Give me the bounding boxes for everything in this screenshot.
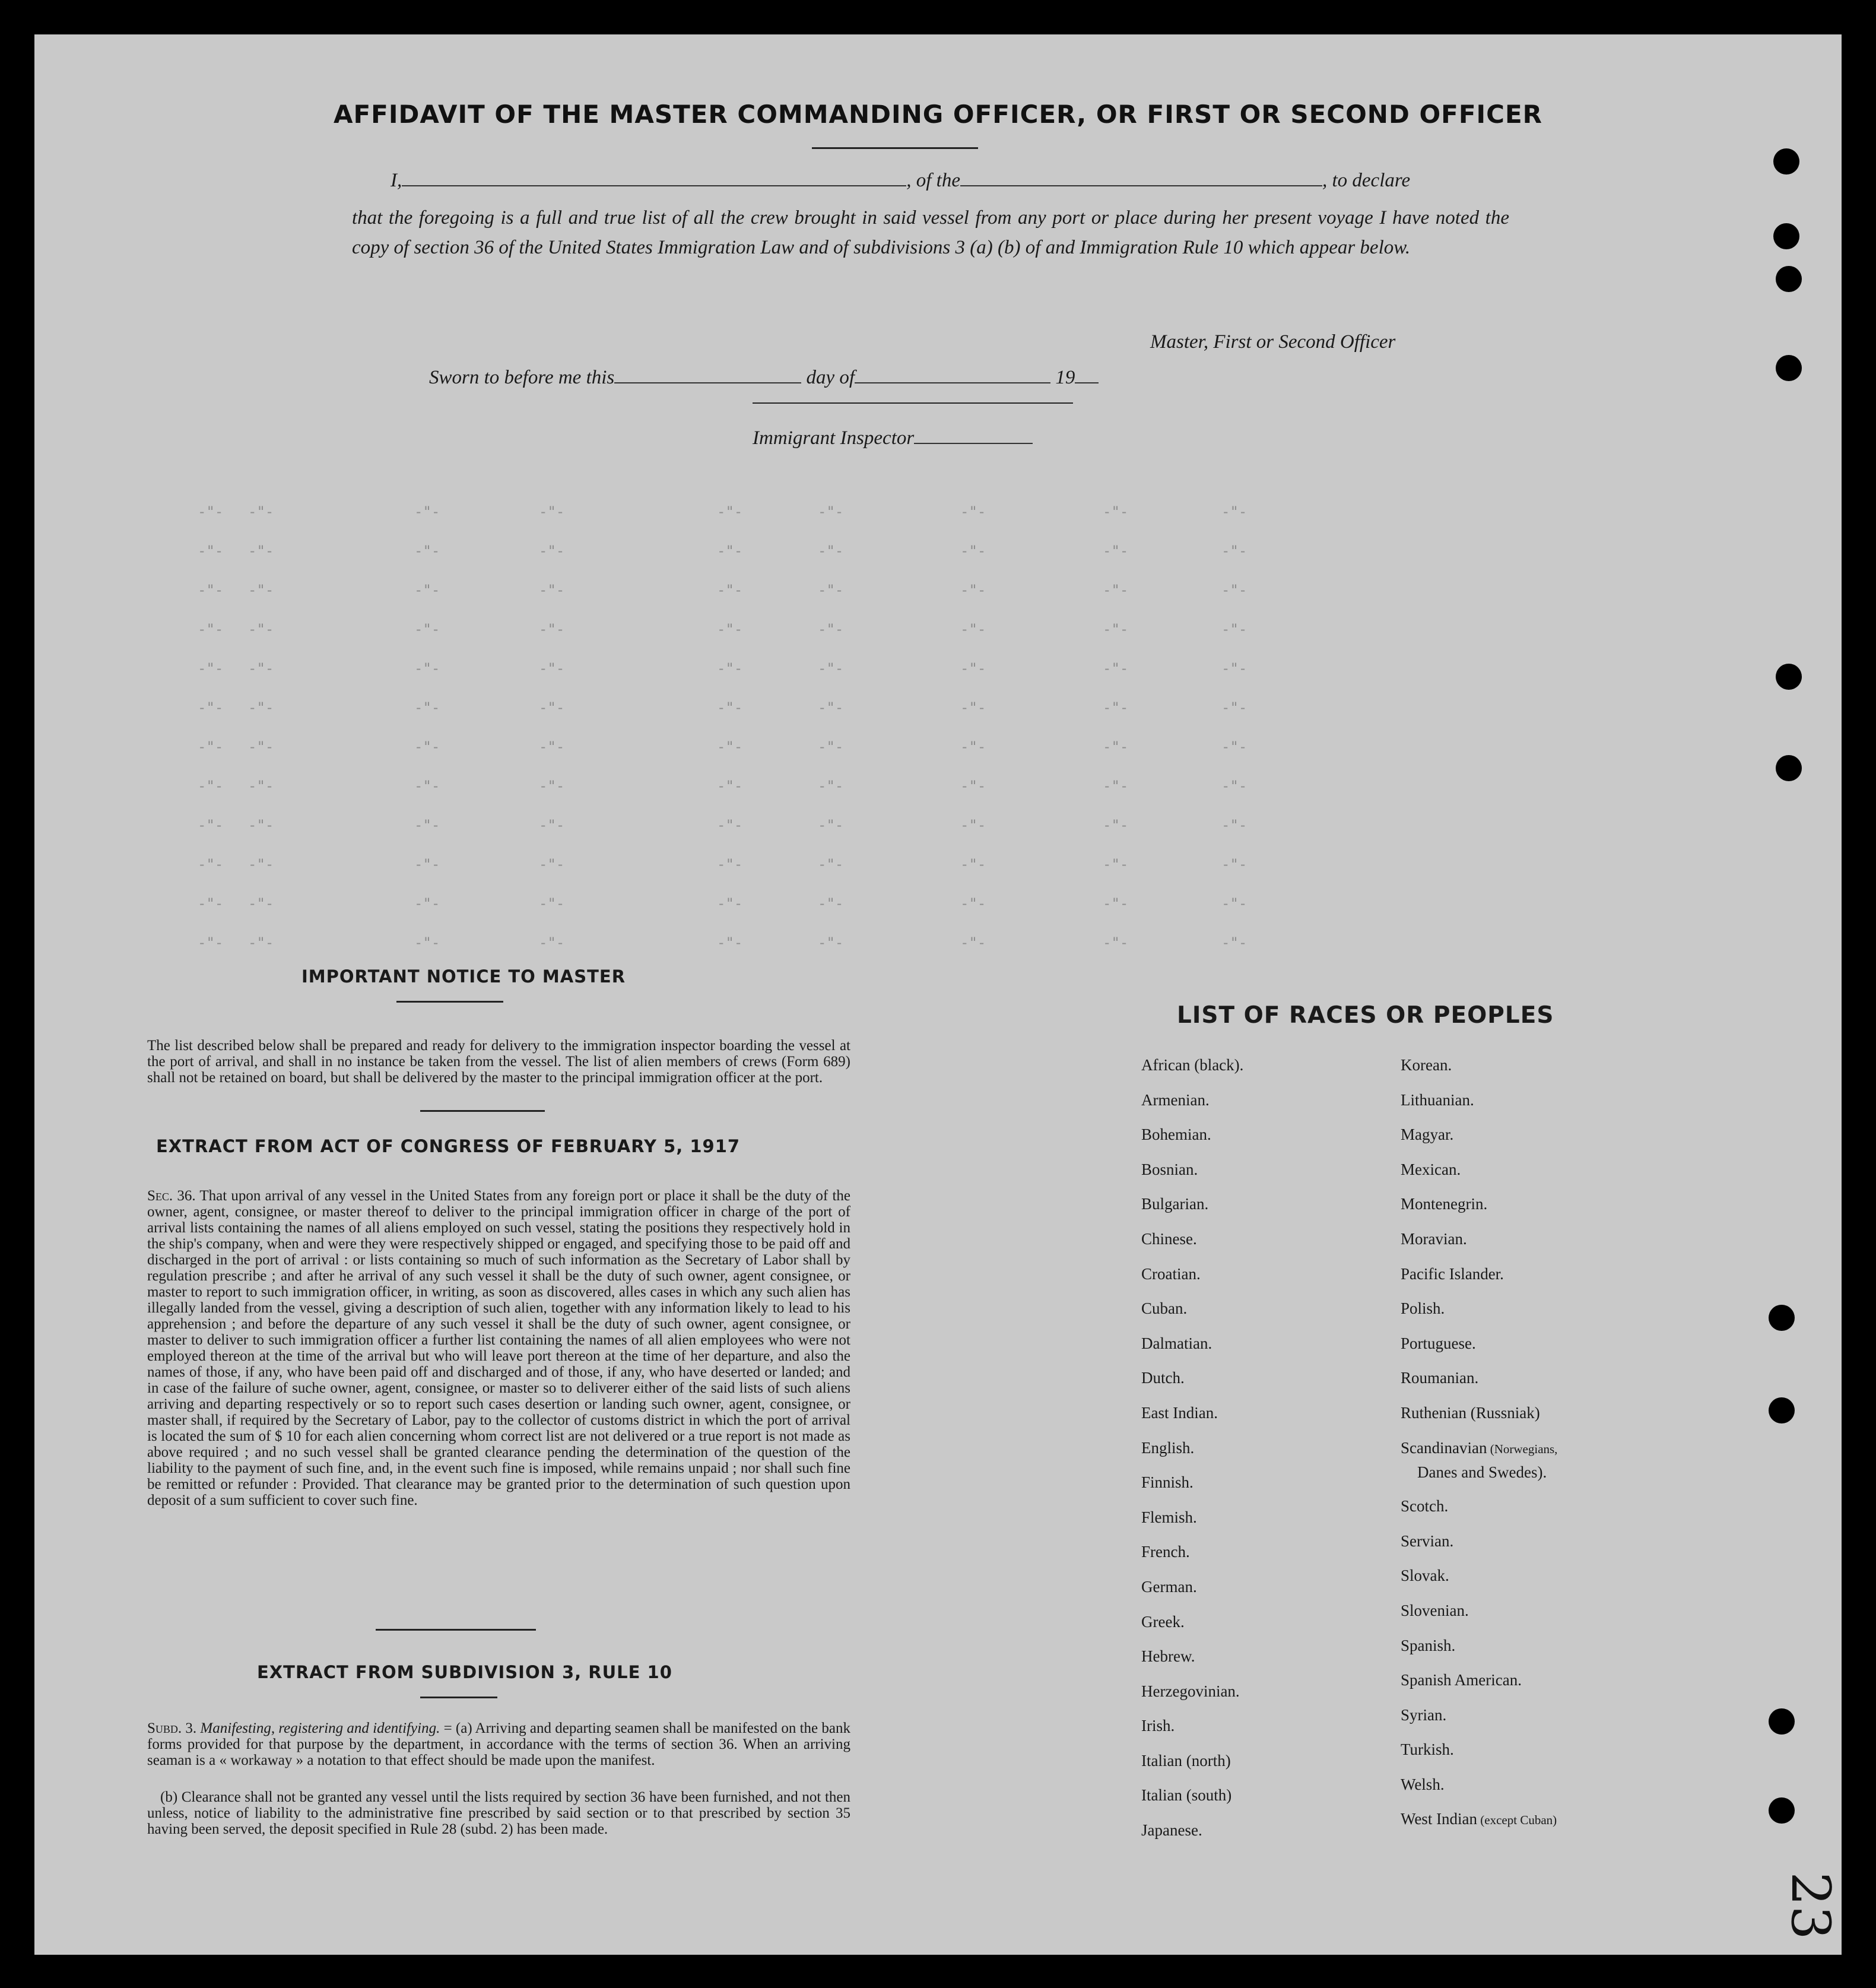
bleed-mark: -"- — [414, 856, 440, 873]
punch-hole — [1776, 266, 1802, 292]
bleed-mark: -"- — [960, 543, 986, 559]
bleed-mark: -"- — [248, 817, 274, 833]
race-item: Flemish. — [1141, 1508, 1197, 1526]
bleed-mark: -"- — [248, 621, 274, 638]
race-item: English. — [1141, 1438, 1195, 1457]
punch-hole — [1776, 355, 1802, 381]
affidavit-i: I, — [391, 170, 402, 191]
bleed-mark: -"- — [414, 543, 440, 559]
race-item: West Indian (except Cuban) — [1401, 1810, 1557, 1828]
bleed-mark: -"- — [960, 895, 986, 912]
bleed-mark: -"- — [414, 621, 440, 638]
bleed-mark: -"- — [248, 582, 274, 598]
bleed-mark: -"- — [198, 738, 224, 755]
bleed-mark: -"- — [539, 856, 565, 873]
bleed-mark: -"- — [539, 621, 565, 638]
bleed-mark: -"- — [198, 699, 224, 716]
bleed-mark: -"- — [414, 778, 440, 794]
race-item: Japanese. — [1141, 1821, 1202, 1840]
bleed-mark: -"- — [248, 660, 274, 677]
bleed-mark: -"- — [539, 660, 565, 677]
bleed-mark: -"- — [960, 778, 986, 794]
race-item: Slovenian. — [1401, 1601, 1469, 1619]
race-item: Scandinavian (Norwegians, — [1401, 1438, 1558, 1457]
bleed-mark: -"- — [198, 934, 224, 951]
bleed-mark: -"- — [717, 895, 743, 912]
bleed-mark: -"- — [1103, 543, 1129, 559]
notice-title: IMPORTANT NOTICE TO MASTER — [301, 966, 626, 987]
bleed-mark: -"- — [1103, 817, 1129, 833]
bleed-mark: -"- — [198, 621, 224, 638]
bleed-mark: -"- — [818, 543, 844, 559]
bleed-mark: -"- — [717, 543, 743, 559]
bleed-mark: -"- — [198, 660, 224, 677]
act-text — [147, 1188, 850, 1508]
race-item: Turkish. — [1401, 1740, 1454, 1759]
bleed-mark: -"- — [818, 621, 844, 638]
race-item: Finnish. — [1141, 1473, 1193, 1492]
bleed-mark: -"- — [818, 699, 844, 716]
bleed-mark: -"- — [1103, 778, 1129, 794]
bleed-mark: -"- — [818, 738, 844, 755]
races-title: LIST OF RACES OR PEOPLES — [1177, 1002, 1554, 1029]
affidavit-title: AFFIDAVIT OF THE MASTER COMMANDING OFFICER, OR FIRST OR SECOND OFFICER — [333, 100, 1543, 129]
bleed-mark: -"- — [1221, 621, 1248, 638]
bleed-mark: -"- — [1221, 817, 1248, 833]
punch-hole — [1773, 148, 1799, 175]
bleed-mark: -"- — [248, 856, 274, 873]
inspector-label: Immigrant Inspector — [753, 427, 915, 449]
bleed-mark: -"- — [1221, 582, 1248, 598]
bleed-mark: -"- — [717, 660, 743, 677]
race-item: Pacific Islander. — [1401, 1264, 1504, 1283]
bleed-mark: -"- — [1103, 856, 1129, 873]
bleed-mark: -"- — [960, 856, 986, 873]
race-item: Montenegrin. — [1401, 1195, 1488, 1213]
race-item: Dalmatian. — [1141, 1334, 1212, 1352]
bleed-mark: -"- — [1103, 621, 1129, 638]
bleed-mark: -"- — [248, 543, 274, 559]
page-number: 23 — [1779, 1872, 1842, 1940]
rule-subd: Subd. 3. — [147, 1720, 197, 1736]
race-item: Italian (south) — [1141, 1786, 1232, 1805]
bleed-mark: -"- — [414, 817, 440, 833]
bleed-mark: -"- — [1221, 543, 1248, 559]
race-item: Italian (north) — [1141, 1751, 1231, 1770]
race-item: Welsh. — [1401, 1775, 1445, 1793]
bleed-mark: -"- — [414, 738, 440, 755]
rule-text-a — [147, 1720, 850, 1768]
race-item: French. — [1141, 1543, 1190, 1561]
races-right-column — [1401, 1048, 1557, 1837]
bleed-mark: -"- — [198, 778, 224, 794]
notice-text: The list described below shall be prepared and ready for delivery to the immigration inspector boarding the vessel at the port of arrival, and shall in no instance be taken from the vessel. The list of alien members of crews (Form 689) shall not be retained on board, but shall be delivered by the master to the principal immigration officer at the port. — [147, 1038, 850, 1086]
bleed-mark: -"- — [1103, 934, 1129, 951]
race-item: Polish. — [1401, 1299, 1445, 1318]
bleed-mark: -"- — [1221, 738, 1248, 755]
bleed-mark: -"- — [539, 582, 565, 598]
bleed-mark: -"- — [717, 699, 743, 716]
race-item: Herzegovinian. — [1141, 1682, 1240, 1700]
bleed-mark: -"- — [1103, 895, 1129, 912]
master-caption: Master, First or Second Officer — [1150, 331, 1396, 353]
bleed-mark: -"- — [198, 582, 224, 598]
race-item: African (black). — [1141, 1056, 1244, 1074]
punch-hole — [1769, 1797, 1795, 1824]
race-item: East Indian. — [1141, 1403, 1218, 1422]
act-title: EXTRACT FROM ACT OF CONGRESS OF FEBRUARY 5, 1917 — [156, 1136, 741, 1156]
bleed-mark: -"- — [818, 503, 844, 520]
race-item: Roumanian. — [1401, 1369, 1479, 1387]
bleed-mark: -"- — [818, 895, 844, 912]
bleed-mark: -"- — [539, 699, 565, 716]
bleed-mark: -"- — [198, 543, 224, 559]
race-item: Bohemian. — [1141, 1125, 1211, 1144]
bleed-mark: -"- — [248, 738, 274, 755]
bleed-mark: -"- — [248, 934, 274, 951]
bleed-mark: -"- — [818, 934, 844, 951]
race-item: Bulgarian. — [1141, 1195, 1209, 1213]
bleed-mark: -"- — [539, 895, 565, 912]
affidavit-body: that the foregoing is a full and true list of all the crew brought in said vessel from any port or place during her present voyage I have noted the copy of section 36 of the United States Immigration Law and of subdivisions 3 (a) (b) of and Immigration Rule 10 which appear below. — [352, 207, 1509, 258]
race-item: Hebrew. — [1141, 1647, 1195, 1666]
bleed-mark: -"- — [818, 582, 844, 598]
bleed-mark: -"- — [717, 503, 743, 520]
bleed-mark: -"- — [1103, 660, 1129, 677]
bleed-mark: -"- — [960, 817, 986, 833]
punch-hole — [1776, 755, 1802, 781]
bleed-mark: -"- — [717, 738, 743, 755]
punch-hole — [1769, 1708, 1795, 1735]
bleed-mark: -"- — [960, 738, 986, 755]
act-sec: Sec. 36. — [147, 1188, 196, 1204]
day-of-label: day of — [806, 367, 855, 388]
bleed-mark: -"- — [539, 503, 565, 520]
rule-text-b: (b) Clearance shall not be granted any vessel until the lists required by section 36 have been furnished, and not then unless, notice of liability to the administrative fine prescribed by said section or to that prescribed by section 35 having been served, the deposit specified in Rule 28 (subd. 2) has been made. — [147, 1789, 850, 1837]
bleed-mark: -"- — [539, 738, 565, 755]
bleed-mark: -"- — [539, 543, 565, 559]
bleed-mark: -"- — [198, 503, 224, 520]
bleed-mark: -"- — [717, 621, 743, 638]
bleed-mark: -"- — [960, 660, 986, 677]
race-item: Chinese. — [1141, 1229, 1197, 1248]
bleed-mark: -"- — [960, 503, 986, 520]
race-item: Croatian. — [1141, 1264, 1201, 1283]
bleed-mark: -"- — [414, 582, 440, 598]
bleed-mark: -"- — [248, 503, 274, 520]
race-item: Mexican. — [1401, 1160, 1461, 1178]
bleed-mark: -"- — [248, 895, 274, 912]
rule-body-a: = (a) Arriving and departing seamen shall be manifested on the bank forms provided for that purpose by the department, in accordance with the terms of section 36. When an arriving seaman is a « workaway » a notation to that effect should be made upon the manifest. — [147, 1720, 850, 1768]
race-item: Lithuanian. — [1401, 1090, 1474, 1109]
year-label: 19 — [1055, 367, 1075, 388]
bleed-mark: -"- — [1221, 503, 1248, 520]
bleed-mark: -"- — [414, 503, 440, 520]
rule-title: EXTRACT FROM SUBDIVISION 3, RULE 10 — [257, 1662, 672, 1682]
race-item: Spanish American. — [1401, 1671, 1522, 1689]
race-item: Moravian. — [1401, 1229, 1467, 1248]
bleed-mark: -"- — [248, 778, 274, 794]
race-note: (Norwegians, — [1487, 1441, 1558, 1456]
act-body: That upon arrival of any vessel in the United States from any foreign port or place it shall be the duty of the owner, agent, consignee, or master thereof to deliver to the principal immigration officer in charge of the port of arrival lists containing the names of all aliens employed on such vessel, stating the positions they respectively hold in the ship's company, when and were they were respectively shipped or engaged, and specifying those to be paid off and discharged in the port of arrival : or lists containing so much of such information as the Secretary of Labor shall by regulation prescribe ; and after he arrival of any such vessel it shall be the duty of such owner, agent consignee, or master to report to such immigration officer, in writing, as soon as discovered, alles cases in which any such alien has illegally landed from the vessel, giving a description of such alien, together with any information likely to lead to his apprehension ; and before the departure of any such vessel it shall be the duty of such owner, agent consignee, or master to deliver to such immigration officer a further list containing the names of all alien employees who were not employed thereon at the time of the arrival but who will leave port thereon at the time of her departure, and also the names of those, if any, who have been paid off and discharged and of those, if any, who have deserted or landed; and in case of the failure of suche owner, agent, consignee, or master so to deliverer either of the said lists of such aliens arriving and departing respectively or so to report such cases desertion or landing such owner, agent, consignee, or master shall, if required by the Secretary of Labor, pay to the collector of customs district in which the port of arrival is located the sum of $ 10 for each alien concerning whom correct list are not delivered or a true report is not made as above required ; and no such vessel shall be granted clearance pending the determination of the question of the liability to the payment of such fine, and, in the event such fine is imposed, while remains unpaid ; nor shall such fine be remitted or refunder : Provided. That clearance may be granted prior to the determination of such question upon deposit of a sum sufficient to cover such fine. — [147, 1188, 850, 1508]
bleed-mark: -"- — [1103, 738, 1129, 755]
bleed-mark: -"- — [818, 856, 844, 873]
bleed-mark: -"- — [539, 817, 565, 833]
bleed-mark: -"- — [414, 699, 440, 716]
race-item: Korean. — [1401, 1056, 1452, 1074]
bleed-mark: -"- — [414, 895, 440, 912]
affidavit-of-the: , of the — [906, 170, 960, 191]
bleed-mark: -"- — [1221, 778, 1248, 794]
race-item: Spanish. — [1401, 1636, 1456, 1654]
sworn-label: Sworn to before me this — [429, 367, 615, 388]
bleed-mark: -"- — [539, 778, 565, 794]
race-item: Servian. — [1401, 1532, 1454, 1550]
bleed-mark: -"- — [248, 699, 274, 716]
race-item: Cuban. — [1141, 1299, 1188, 1318]
bleed-mark: -"- — [717, 582, 743, 598]
rule-heading: Manifesting, registering and identifying. — [200, 1720, 440, 1736]
bleed-mark: -"- — [1221, 934, 1248, 951]
bleed-mark: -"- — [414, 934, 440, 951]
bleed-mark: -"- — [1221, 895, 1248, 912]
bleed-mark: -"- — [198, 817, 224, 833]
bleed-mark: -"- — [717, 778, 743, 794]
race-item: Slovak. — [1401, 1567, 1449, 1585]
bleed-mark: -"- — [818, 817, 844, 833]
bleed-mark: -"- — [414, 660, 440, 677]
bleed-mark: -"- — [1103, 699, 1129, 716]
bleed-mark: -"- — [818, 660, 844, 677]
punch-hole — [1769, 1305, 1795, 1331]
race-item: Bosnian. — [1141, 1160, 1198, 1178]
bleed-mark: -"- — [1221, 699, 1248, 716]
manifest-page — [34, 34, 1842, 1955]
race-item: Armenian. — [1141, 1090, 1210, 1109]
race-item: Dutch. — [1141, 1369, 1185, 1387]
affidavit-declare: , to declare — [1322, 170, 1411, 191]
bleed-mark: -"- — [717, 856, 743, 873]
bleed-mark: -"- — [539, 934, 565, 951]
race-item: German. — [1141, 1577, 1197, 1596]
punch-hole — [1769, 1397, 1795, 1423]
bleed-mark: -"- — [1221, 660, 1248, 677]
race-item: Scotch. — [1401, 1497, 1449, 1515]
race-item: Magyar. — [1401, 1125, 1454, 1144]
race-item: Greek. — [1141, 1612, 1185, 1631]
bleed-mark: -"- — [198, 856, 224, 873]
race-item: Ruthenian (Russniak) — [1401, 1403, 1540, 1422]
bleed-mark: -"- — [960, 934, 986, 951]
race-item: Syrian. — [1401, 1705, 1447, 1724]
punch-hole — [1773, 223, 1799, 249]
bleed-mark: -"- — [1221, 856, 1248, 873]
race-item: Danes and Swedes). — [1417, 1463, 1547, 1482]
bleed-mark: -"- — [1103, 582, 1129, 598]
punch-hole — [1776, 664, 1802, 690]
bleed-mark: -"- — [960, 621, 986, 638]
bleed-mark: -"- — [717, 934, 743, 951]
bleed-mark: -"- — [818, 778, 844, 794]
race-item: Irish. — [1141, 1717, 1175, 1735]
race-item: Portuguese. — [1401, 1334, 1476, 1352]
bleed-mark: -"- — [1103, 503, 1129, 520]
bleed-mark: -"- — [198, 895, 224, 912]
bleed-mark: -"- — [960, 582, 986, 598]
races-left-column — [1141, 1048, 1243, 1848]
bleed-mark: -"- — [717, 817, 743, 833]
bleed-mark: -"- — [960, 699, 986, 716]
race-note: (except Cuban) — [1477, 1813, 1557, 1828]
